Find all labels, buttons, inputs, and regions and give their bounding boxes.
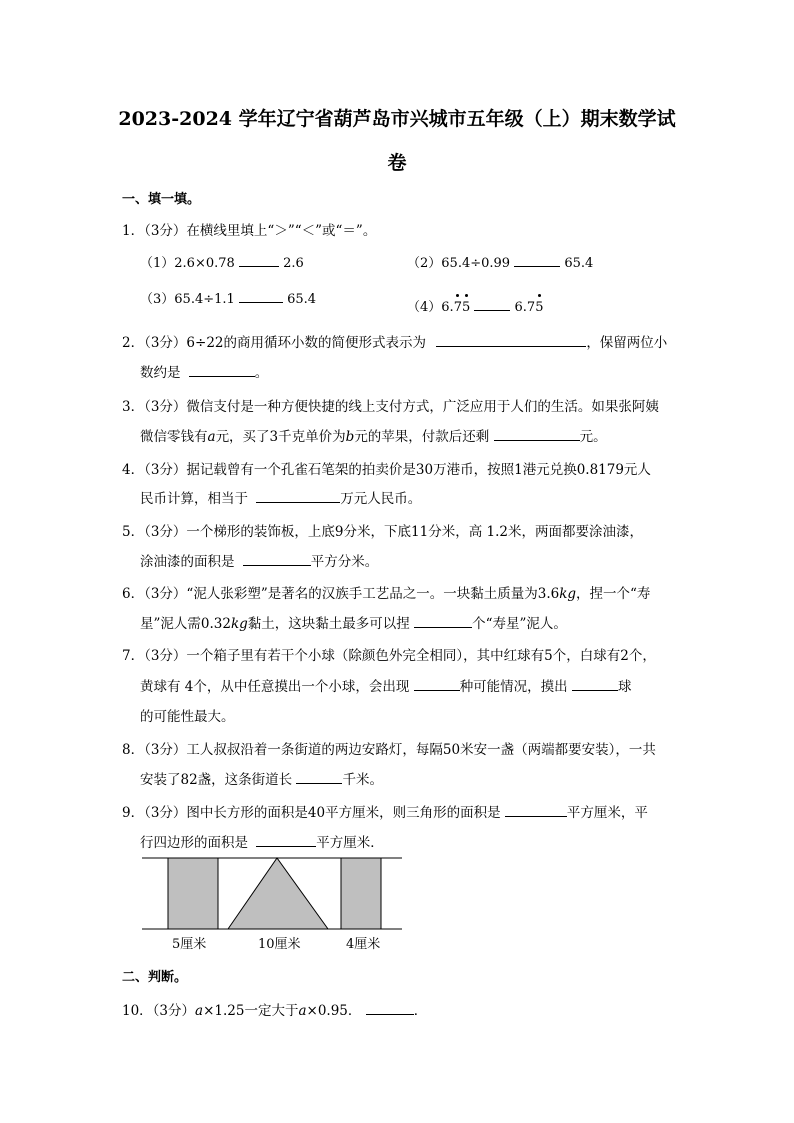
q1-part4-blank[interactable]: [474, 298, 510, 311]
question-5-line-2: [140, 550, 378, 570]
q1-part4-left-prefix: （4）6.: [407, 300, 454, 315]
q3-var-a: a: [207, 429, 216, 445]
q4-text-b: 万元人民币。: [340, 491, 422, 507]
figure-triangle: [228, 858, 328, 929]
q4-text-a: 民币计算，相当于: [140, 491, 248, 507]
q3-text-a: 微信零钱有: [140, 429, 208, 445]
q8-text-a: 安装了82盏，这条街道长: [140, 772, 293, 788]
question-7-line-2: [140, 675, 631, 695]
q10-mid-1: ×1.25一定大于: [203, 1003, 299, 1019]
page-title-line1: 2023-2024 学年辽宁省葫芦岛市兴城市五年级（上）期末数学试: [118, 108, 676, 130]
q1-part1-right: 2.6: [283, 256, 304, 271]
q5-text-a: 涂油漆的面积是: [140, 554, 235, 570]
question-4-line-1: 4．（3分）据记载曾有一个孔雀石笔架的拍卖价是30万港币，按照1港元兑换0.8179元人: [122, 462, 651, 478]
q10-blank[interactable]: [366, 1002, 414, 1015]
q2-text-d: 。: [254, 365, 269, 381]
question-6-line-1: [122, 582, 650, 602]
q9-blank-1[interactable]: [505, 804, 567, 817]
q10-end: ．: [413, 1003, 428, 1019]
figure-label-parallelogram: 4厘米: [346, 937, 381, 952]
question-10-line-1: [122, 999, 427, 1019]
q1-part4-repeat-digit-1: 7: [453, 300, 462, 315]
q6-text-e: 个“寿星”泥人。: [472, 616, 567, 632]
q1-part4-repeat-digit-3: 5: [535, 300, 544, 315]
question-8-line-1: 8．（3分）工人叔叔沿着一条街道的两边安路灯，每隔50米安一盏（两端都要安装），一共: [122, 742, 656, 758]
question-4-line-2: [140, 487, 421, 507]
q6-unit-1: kg: [559, 586, 577, 602]
q1-part2-left: （2）65.4÷0.99: [407, 256, 511, 271]
figure-label-triangle: 10厘米: [258, 937, 301, 952]
q9-text-c: 行四边形的面积是: [140, 835, 248, 851]
q8-blank[interactable]: [296, 771, 342, 784]
q3-text-c: 元的苹果，付款后还剩: [354, 429, 490, 445]
question-7-line-3: 的可能性最大。: [140, 709, 235, 725]
q1-part2-right: 65.4: [564, 256, 594, 271]
q9-text-a: 9．（3分）图中长方形的面积是40平方厘米，则三角形的面积是: [122, 805, 501, 821]
question-8-line-2: [140, 768, 383, 788]
question-1-part-2: [407, 252, 593, 271]
question-7-line-1: 7．（3分）一个箱子里有若干个小球（除颜色外完全相同），其中红球有5个，白球有2个，: [122, 648, 656, 664]
question-6-line-2: [140, 612, 567, 632]
q3-text-b: 元，买了3千克单价为: [215, 429, 346, 445]
question-9-line-1: [122, 801, 648, 821]
q10-var-2: a: [298, 1003, 307, 1019]
section-heading-judge: 二、判断。: [122, 970, 188, 985]
q7-text-b: 种可能情况，摸出: [459, 679, 568, 695]
q10-prefix: 10．（3分）: [122, 1003, 196, 1019]
q2-blank-2[interactable]: [189, 364, 255, 377]
q7-blank-2[interactable]: [572, 678, 618, 691]
question-1-part-3: [140, 288, 316, 307]
q1-part1-blank[interactable]: [239, 254, 279, 267]
q1-part1-left: （1）2.6×0.78: [140, 256, 235, 271]
figure-rectangle: [168, 858, 218, 929]
q7-text-a: 黄球有 4个，从中任意摸出一个小球，会出现: [140, 679, 410, 695]
question-1-part-4: [407, 296, 544, 315]
q6-text-c: 星”泥人需0.32: [140, 616, 231, 632]
question-3-line-1: 3．（3分）微信支付是一种方便快捷的线上支付方式，广泛应用于人们的生活。如果张阿姨: [122, 399, 659, 415]
q1-part4-repeat-digit-2: 5: [461, 300, 471, 315]
question-1-stem: 1．（3分）在横线里填上“＞”“＜”或“＝”。: [122, 223, 377, 239]
question-1-part-1: [140, 252, 304, 271]
q1-part3-left: （3）65.4÷1.1: [140, 292, 235, 307]
q3-var-b: b: [345, 429, 355, 445]
question-2-line-1: [122, 331, 667, 351]
q10-var-1: a: [195, 1003, 204, 1019]
q5-blank[interactable]: [243, 553, 311, 566]
q1-part2-blank[interactable]: [514, 254, 560, 267]
q2-text-c: 数约是: [140, 365, 181, 381]
q9-text-d: 平方厘米．: [316, 835, 384, 851]
q9-figure: [138, 852, 406, 956]
question-9-line-2: [140, 831, 384, 851]
q10-mid-2: ×0.95．: [306, 1003, 362, 1019]
q1-part4-right-prefix: 6.7: [514, 300, 536, 315]
q6-text-a: 6．（3分）“泥人张彩塑”是著名的汉族手工艺品之一。一块黏土质量为3.6: [122, 586, 560, 602]
figure-label-rect: 5厘米: [172, 937, 207, 952]
figure-parallelogram: [341, 858, 381, 929]
page-title-line2: 卷: [387, 152, 407, 174]
q2-blank-1[interactable]: [436, 334, 586, 347]
q7-text-c: 球: [617, 679, 632, 695]
q1-part3-right: 65.4: [287, 292, 317, 307]
q6-text-d: 黏土，这块黏土最多可以捏: [247, 616, 410, 632]
section-heading-fill: 一、填一填。: [122, 192, 201, 207]
q8-text-b: 千米。: [342, 772, 383, 788]
q9-blank-2[interactable]: [256, 834, 316, 847]
question-5-line-1: 5．（3分）一个梯形的装饰板，上底9分米，下底11分米，高 1.2米，两面都要涂油漆，: [122, 524, 643, 540]
q2-text-a: 2．（3分）6÷22的商用循环小数的简便形式表示为: [122, 335, 427, 351]
q3-text-d: 元。: [579, 429, 607, 445]
q6-unit-2: kg: [230, 616, 248, 632]
q6-text-b: ，捏一个“寿: [576, 586, 651, 602]
question-3-line-2: [140, 425, 607, 445]
question-2-line-2: [140, 361, 268, 381]
q6-blank[interactable]: [414, 615, 472, 628]
q9-text-b: 平方厘米，平: [566, 805, 648, 821]
q5-text-b: 平方分米。: [310, 554, 379, 570]
q7-blank-1[interactable]: [414, 678, 460, 691]
q3-blank[interactable]: [494, 428, 580, 441]
q1-part3-blank[interactable]: [239, 290, 283, 303]
q2-text-b: ，保留两位小: [586, 335, 668, 351]
q4-blank[interactable]: [256, 490, 340, 503]
